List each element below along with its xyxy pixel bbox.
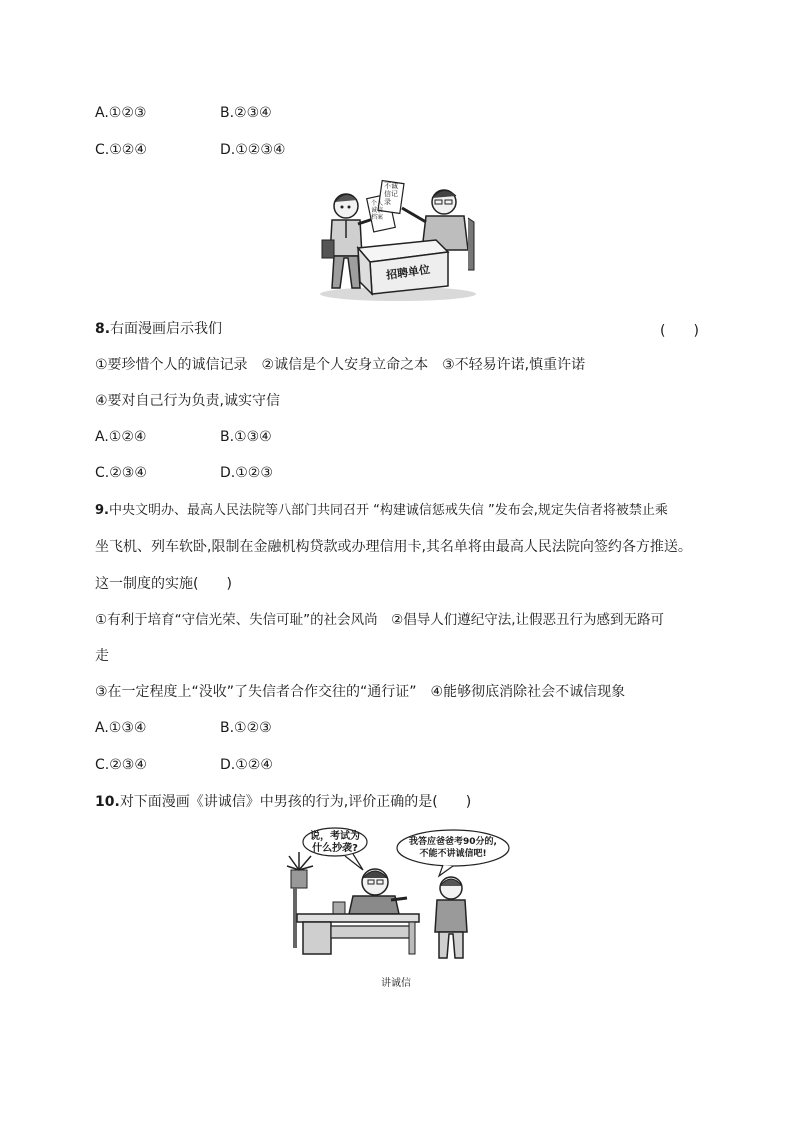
q8-answer-paren: ( ) [660,323,699,339]
desk-label: 招聘单位 [385,262,431,282]
right-bubble-text [401,836,505,860]
cartoon-caption: 讲诚信 [381,978,411,989]
q9-option-c: C.②③④ [95,757,147,773]
q9-stem-line2: 坐飞机、列车软卧,限制在金融机构贷款或办理信用卡,其名单将由最高人民法院向签约各方推送。 [95,539,692,555]
folder-label: 不诚信记录 [384,182,398,206]
left-bubble-line2: 什么抄袭? [312,843,358,854]
q9-option-b: B.①②③ [220,720,272,736]
q8-items-line2: ④要对自己行为负责,诚实守信 [95,393,281,409]
q8-stem-line [95,320,222,338]
q8-option-a: A.①②④ [95,429,147,445]
paper-label: 个人诚信档案 [371,200,384,221]
q8-option-b: B.①③④ [220,429,272,445]
right-bubble-line2: 不能不讲诚信吧! [419,849,487,859]
q8-cartoon [318,178,480,302]
q8-items-line1: ①要珍惜个人的诚信记录 ②诚信是个人安身立命之本 ③不轻易许诺,慎重许诺 [95,357,586,373]
q8-option-d: D.①②③ [220,465,273,481]
q9-option-a: A.①③④ [95,720,147,736]
q7-option-c: C.①②④ [95,142,147,158]
q10-stem: 对下面漫画《讲诚信》中男孩的行为,评价正确的是( ) [119,794,472,810]
q9-stem-text1: 中央文明办、最高人民法院等八部门共同召开 “构建诚信惩戒失信 ”发布会,规定失信者将被禁止乘 [108,503,668,518]
q8-number: 8. [95,321,111,337]
q10-number: 10. [95,794,120,810]
q9-items-line2: 走 [95,648,109,664]
q7-option-a: A.①②③ [95,105,147,121]
q9-items-line1: ①有利于培育“守信光荣、失信可耻”的社会风尚 ②倡导人们遵纪守法,让假恶丑行为感到无路可 [95,612,664,628]
q10-cartoon [283,826,515,992]
q9-stem-line1 [95,502,668,520]
q8-option-c: C.②③④ [95,465,147,481]
q9-items-line3: ③在一定程度上“没收”了失信者合作交往的“通行证” ④能够彻底消除社会不诚信现象 [95,684,626,700]
q7-option-d: D.①②③④ [220,142,286,158]
q9-number: 9. [95,503,109,518]
left-bubble-text [309,831,361,855]
q7-option-b: B.②③④ [220,105,272,121]
left-bubble-line1: 说，考试为 [310,831,360,842]
q8-stem: 右面漫画启示我们 [110,321,223,337]
q9-option-d: D.①②④ [220,757,273,773]
recruitment-cartoon-illustration [318,178,480,302]
q10-stem-line [95,793,471,811]
q9-stem-line3: 这一制度的实施( ) [95,576,232,592]
right-bubble-line1: 我答应爸爸考90分的, [409,837,497,847]
